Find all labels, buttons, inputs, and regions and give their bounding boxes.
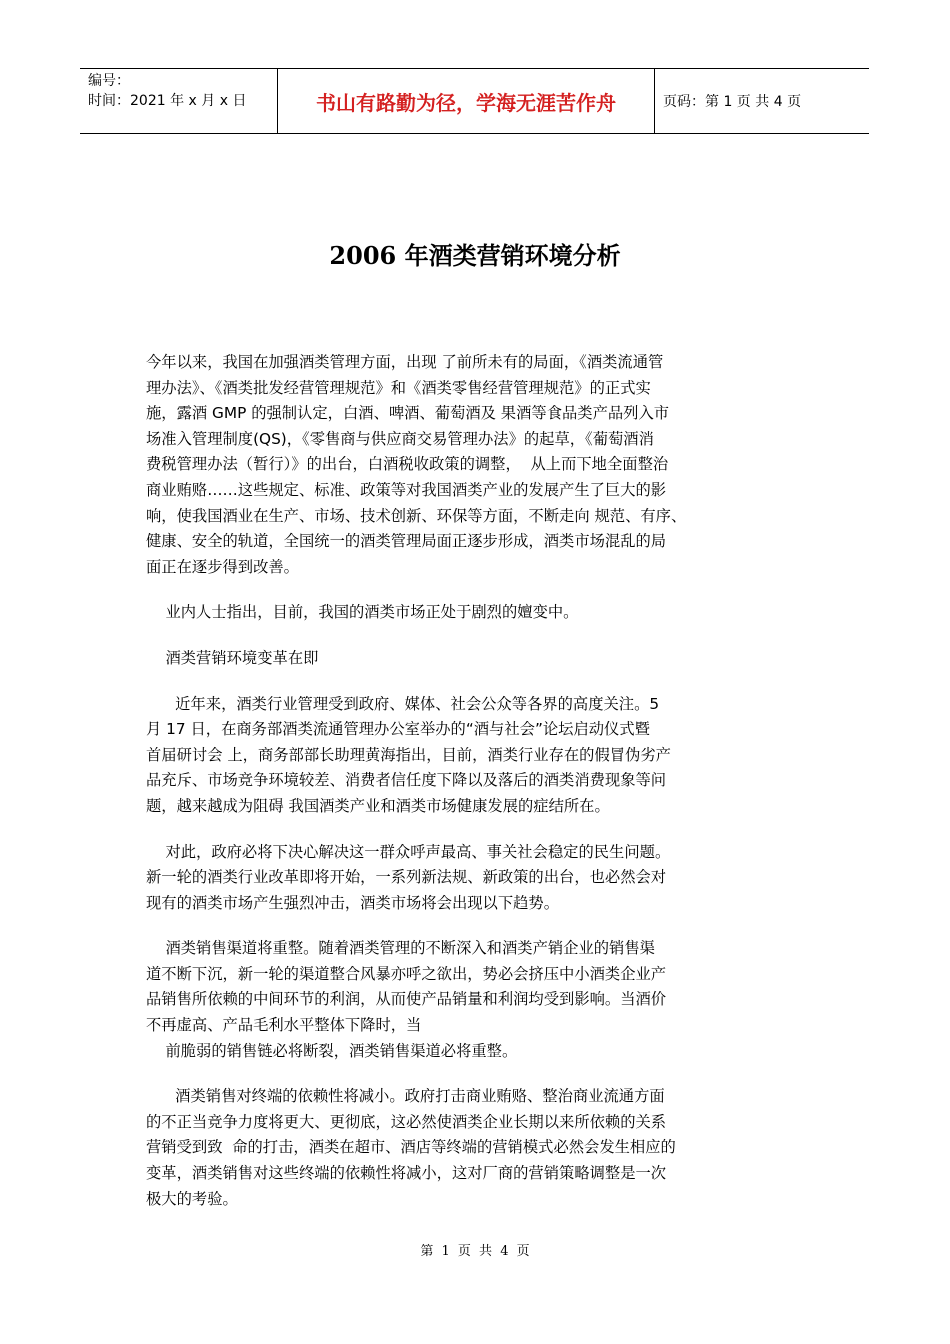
text-line: 业内人士指出，目前，我国的酒类市场正处于剧烈的嬗变中。 <box>146 603 579 622</box>
text-line: 月 17 日，在商务部酒类流通管理办公室举办的“酒与社会”论坛启动仪式暨 <box>146 720 650 739</box>
document-title: 2006 年酒类营销环境分析 <box>329 241 621 270</box>
text-line: 近年来，酒类行业管理受到政府、媒体、社会公众等各界的高度关注。5 <box>146 694 660 713</box>
header-divider-right <box>654 69 655 133</box>
text-line: 理办法》、《酒类批发经营管理规范》和《酒类零售经营管理规范》的正式实 <box>146 378 651 397</box>
paragraph <box>146 840 826 917</box>
text-line: 响，使我国酒业在生产、市场、技术创新、环保等方面，不断走向 规范、有序、 <box>146 506 687 525</box>
text-line: 变革，酒类销售对这些终端的依赖性将减小，这对厂商的营销策略调整是一次 <box>146 1164 667 1183</box>
text-line: 的不正当竞争力度将更大、更彻底，这必然使酒类企业长期以来所依赖的关系 <box>146 1112 667 1131</box>
text-line: 酒类销售对终端的依赖性将减小。政府打击商业贿赂、整治商业流通方面 <box>146 1087 665 1106</box>
text-line: 营销受到致 命的打击，酒类在超市、酒店等终端的营销模式必然会发生相应的 <box>146 1138 676 1157</box>
text-line: 极大的考验。 <box>146 1189 238 1208</box>
text-line: 施，露酒 GMP 的强制认定，白酒、啤酒、葡萄酒及 果酒等食品类产品列入市 <box>146 404 670 423</box>
text-line: 场准入管理制度(QS)，《零售商与供应商交易管理办法》的起草，《葡萄酒消 <box>146 429 654 448</box>
paragraph-gap <box>146 580 826 600</box>
header-meta <box>88 71 246 111</box>
text-line: 品销售所依赖的中间环节的利润，从而使产品销量和利润均受到影响。当酒价 <box>146 990 667 1009</box>
text-line: 前脆弱的销售链必将断裂，酒类销售渠道必将重整。 <box>146 1041 518 1060</box>
paragraph <box>146 692 826 820</box>
text-line: 健康、安全的轨道，全国统一的酒类管理局面正逐步形成，酒类市场混乱的局 <box>146 532 667 551</box>
paragraph-gap <box>146 1064 826 1084</box>
paragraph <box>146 350 826 580</box>
text-line: 新一轮的酒类行业改革即将开始，一系列新法规、新政策的出台，也必然会对 <box>146 868 667 887</box>
text-line: 费税管理办法（暂行）》的出台，白酒税收政策的调整， 从上而下地全面整治 <box>146 455 669 474</box>
paragraph-gap <box>146 672 826 692</box>
text-line: 题，越来越成为阻碍 我国酒类产业和酒类市场健康发展的症结所在。 <box>146 796 610 815</box>
text-line: 酒类销售渠道将重整。随着酒类管理的不断深入和酒类产销企业的销售渠 <box>146 939 655 958</box>
header-motto: 书山有路勤为径，学海无涯苦作舟 <box>316 90 616 115</box>
paragraph <box>146 600 826 626</box>
date-label: 时间：2021 年 x 月 x 日 <box>88 93 247 109</box>
text-line: 首届研讨会 上，商务部部长助理黄海指出，目前，酒类行业存在的假冒伪劣产 <box>146 745 671 764</box>
text-line: 现有的酒类市场产生强烈冲击，酒类市场将会出现以下趋势。 <box>146 893 560 912</box>
text-line: 不再虚高、产品毛利水平整体下降时，当 <box>146 1016 422 1035</box>
text-line: 对此，政府必将下决心解决这一群众呼声最高、事关社会稳定的民生问题。 <box>146 842 671 861</box>
page-footer: 第 1 页 共 4 页 <box>420 1244 530 1259</box>
document-header <box>80 68 869 134</box>
text-line: 面正在逐步得到改善。 <box>146 557 299 576</box>
document-body <box>146 350 826 1212</box>
text-line: 酒类营销环境变革在即 <box>146 648 319 667</box>
paragraph <box>146 646 826 672</box>
header-page-info: 页码：第 1 页 共 4 页 <box>663 94 802 110</box>
text-line: 商业贿赂……这些规定、标准、政策等对我国酒类产业的发展产生了巨大的影 <box>146 480 667 499</box>
number-label: 编号： <box>88 73 130 89</box>
paragraph <box>146 1084 826 1212</box>
text-line: 今年以来，我国在加强酒类管理方面，出现 了前所未有的局面，《酒类流通管 <box>146 353 664 371</box>
paragraph-gap <box>146 626 826 646</box>
paragraph-gap <box>146 820 826 840</box>
paragraph <box>146 936 826 1064</box>
text-line: 品充斥、市场竞争环境较差、消费者信任度下降以及落后的酒类消费现象等问 <box>146 771 667 790</box>
paragraph-gap <box>146 916 826 936</box>
text-line: 道不断下沉，新一轮的渠道整合风暴亦呼之欲出，势必会挤压中小酒类企业产 <box>146 964 667 983</box>
